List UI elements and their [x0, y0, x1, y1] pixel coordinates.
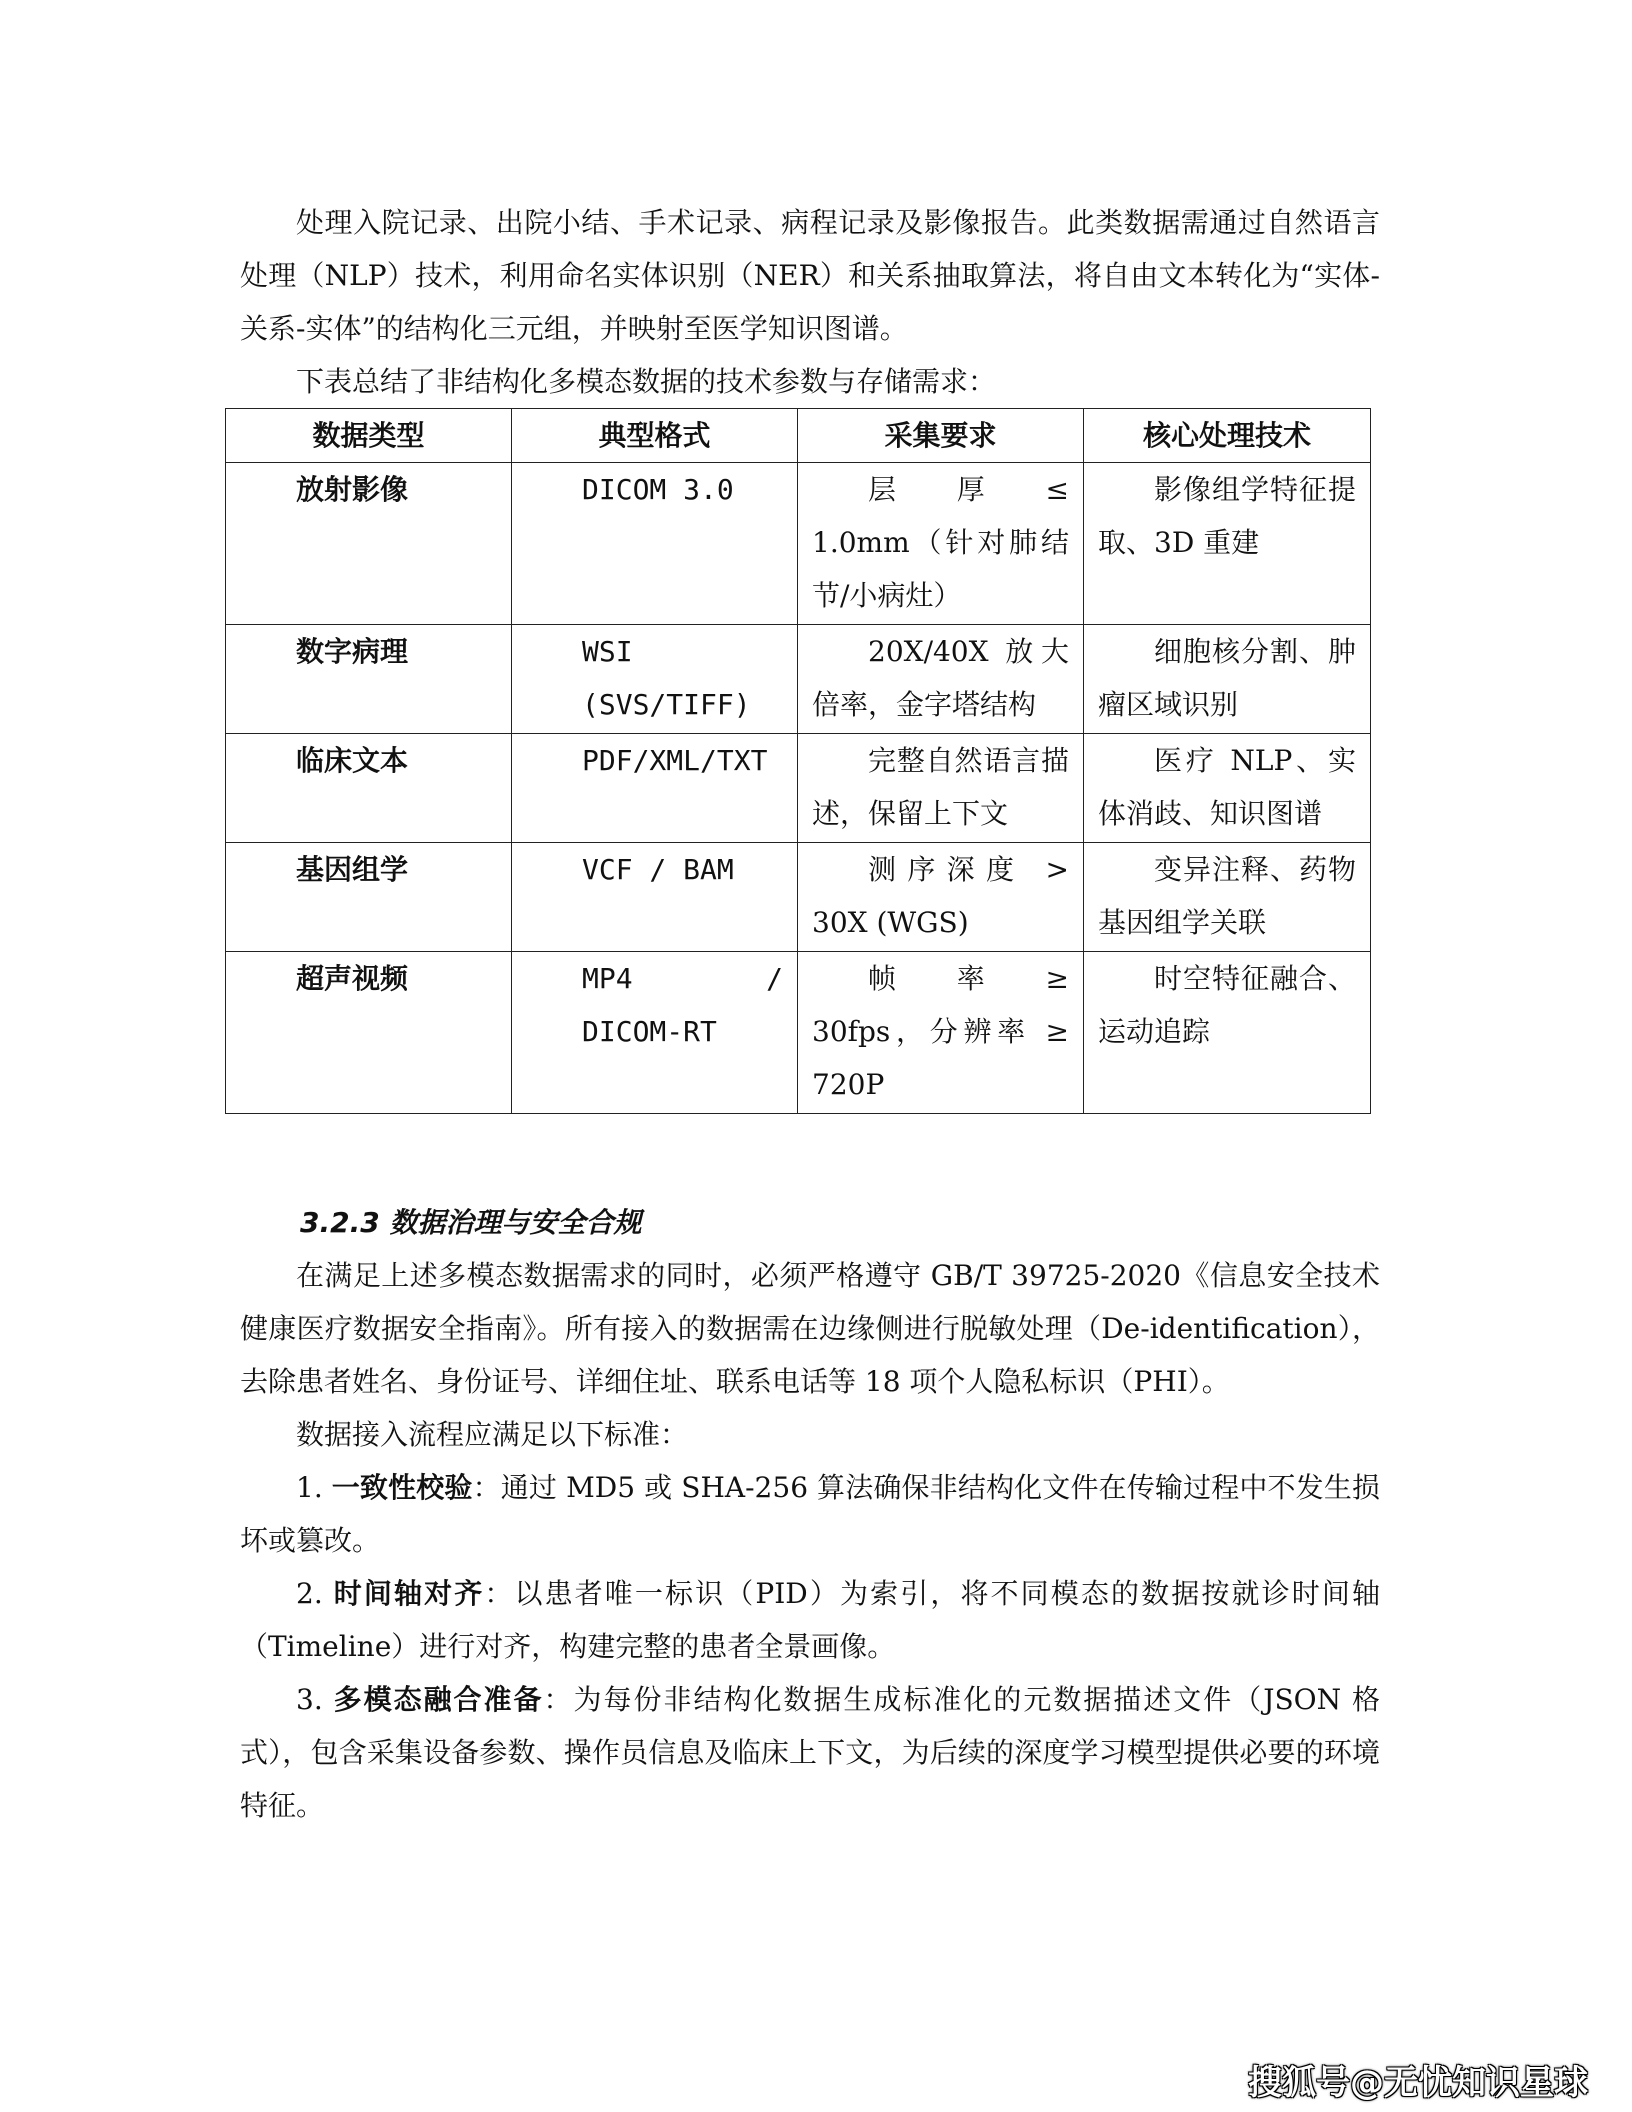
list-item-number: 2. — [296, 1577, 334, 1610]
cell-type: 数字病理 — [226, 625, 512, 734]
header-cell: 核心处理技术 — [1084, 409, 1371, 463]
list-intro: 数据接入流程应满足以下标准： — [296, 1418, 689, 1451]
header-cell: 典型格式 — [512, 409, 798, 463]
list-item-title: 时间轴对齐 — [333, 1577, 485, 1610]
cell-requirement: 完整自然语言描述，保留上下文 — [798, 734, 1084, 843]
list-item — [240, 1673, 1380, 1832]
cell-type: 临床文本 — [226, 734, 512, 843]
list-item-number: 1. — [296, 1471, 332, 1504]
list-item-title: 多模态融合准备 — [333, 1683, 544, 1716]
list-item-number: 3. — [296, 1683, 334, 1716]
table-row — [226, 952, 1371, 1114]
cell-format: PDF/XML/TXT — [512, 734, 798, 843]
cell-technique: 变异注释、药物基因组学关联 — [1084, 843, 1371, 952]
cell-requirement: 帧 率 ≥ 30fps，分辨率 ≥ 720P — [798, 952, 1084, 1114]
cell-requirement: 测序深度 > 30X (WGS) — [798, 843, 1084, 952]
table-row — [226, 734, 1371, 843]
cell-format: WSI (SVS/TIFF) — [512, 625, 798, 734]
table-row — [226, 843, 1371, 952]
header-cell: 数据类型 — [226, 409, 512, 463]
cell-type: 基因组学 — [226, 843, 512, 952]
intro-paragraph: 处理入院记录、出院小结、手术记录、病程记录及影像报告。此类数据需通过自然语言处理（NLP）技术，利用命名实体识别（NER）和关系抽取算法，将自由文本转化为“实体-关系-实体”的结构化三元组，并映射至医学知识图谱。 — [240, 206, 1380, 345]
table-intro: 下表总结了非结构化多模态数据的技术参数与存储需求： — [296, 365, 997, 398]
list-item-text: ：为每份非结构化数据生成标准化的元数据描述文件（JSON 格式），包含采集设备参数、操作员信息及临床上下文，为后续的深度学习模型提供必要的环境特征。 — [240, 1683, 1380, 1822]
list-item-text: ：通过 MD5 或 SHA-256 算法确保非结构化文件在传输过程中不发生损坏或篡改。 — [240, 1471, 1380, 1557]
list-item — [240, 1567, 1380, 1673]
section-paragraph: 在满足上述多模态数据需求的同时，必须严格遵守 GB/T 39725-2020《信息安全技术 健康医疗数据安全指南》。所有接入的数据需在边缘侧进行脱敏处理（De-identification），去除患者姓名、身份证号、详细住址、联系电话等 18 项个人隐私标识（PHI）。 — [240, 1259, 1380, 1398]
cell-format: VCF / BAM — [512, 843, 798, 952]
cell-technique: 医疗 NLP、实体消歧、知识图谱 — [1084, 734, 1371, 843]
cell-requirement: 层 厚 ≤ 1.0mm（针对肺结节/小病灶） — [798, 463, 1084, 625]
table-row — [226, 625, 1371, 734]
table-header-row — [226, 409, 1371, 463]
cell-type: 放射影像 — [226, 463, 512, 625]
cell-format: MP4 / DICOM-RT — [512, 952, 798, 1114]
section-heading: 3.2.3 数据治理与安全合规 — [300, 1206, 642, 1239]
cell-format: DICOM 3.0 — [512, 463, 798, 625]
list-item-title: 一致性校验 — [331, 1471, 473, 1504]
table-row — [226, 463, 1371, 625]
list-item-text: ：以患者唯一标识（PID）为索引，将不同模态的数据按就诊时间轴（Timeline）进行对齐，构建完整的患者全景画像。 — [240, 1577, 1380, 1663]
cell-technique: 影像组学特征提取、3D 重建 — [1084, 463, 1371, 625]
header-cell: 采集要求 — [798, 409, 1084, 463]
watermark: 搜狐号@无忧知识星球 — [1248, 2063, 1588, 2103]
list-item — [240, 1461, 1380, 1567]
data-table — [225, 408, 1371, 1114]
document-page — [240, 196, 1380, 1832]
cell-technique: 细胞核分割、肿瘤区域识别 — [1084, 625, 1371, 734]
cell-technique: 时空特征融合、运动追踪 — [1084, 952, 1371, 1114]
cell-requirement: 20X/40X 放大倍率，金字塔结构 — [798, 625, 1084, 734]
cell-type: 超声视频 — [226, 952, 512, 1114]
